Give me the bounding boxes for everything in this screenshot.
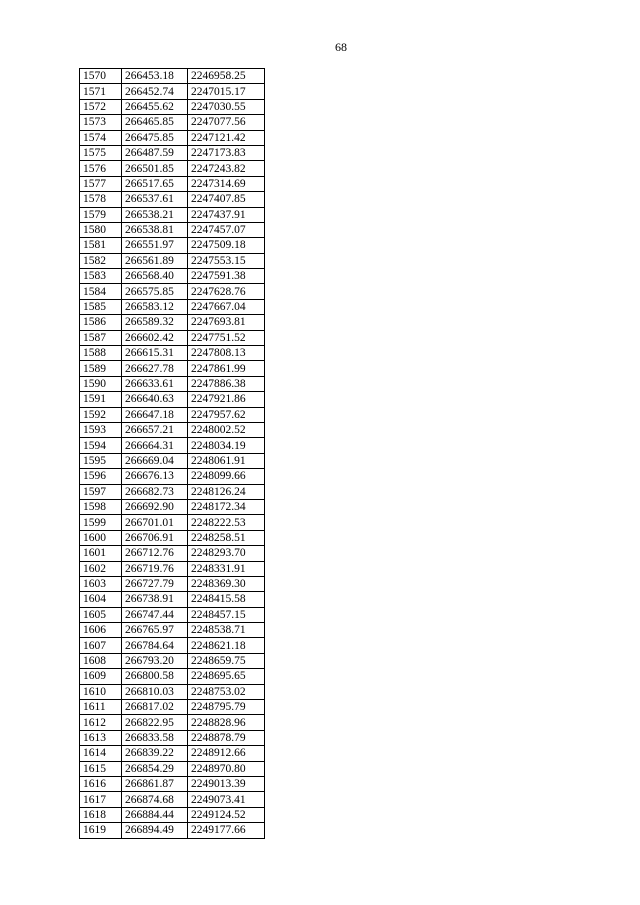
x-coordinate-cell: 266583.12 (122, 299, 188, 314)
x-coordinate-cell: 266487.59 (122, 145, 188, 160)
point-number-cell: 1613 (80, 730, 122, 745)
y-coordinate-cell: 2248258.51 (188, 530, 265, 545)
y-coordinate-cell: 2248172.34 (188, 499, 265, 514)
point-number-cell: 1614 (80, 746, 122, 761)
y-coordinate-cell: 2248828.96 (188, 715, 265, 730)
y-coordinate-cell: 2247921.86 (188, 392, 265, 407)
point-number-cell: 1583 (80, 269, 122, 284)
x-coordinate-cell: 266765.97 (122, 623, 188, 638)
x-coordinate-cell: 266712.76 (122, 546, 188, 561)
y-coordinate-cell: 2248878.79 (188, 730, 265, 745)
y-coordinate-cell: 2248621.18 (188, 638, 265, 653)
point-number-cell: 1600 (80, 530, 122, 545)
y-coordinate-cell: 2248795.79 (188, 700, 265, 715)
y-coordinate-cell: 2248457.15 (188, 607, 265, 622)
point-number-cell: 1582 (80, 253, 122, 268)
point-number-cell: 1608 (80, 653, 122, 668)
x-coordinate-cell: 266517.65 (122, 176, 188, 191)
point-number-cell: 1617 (80, 792, 122, 807)
point-number-cell: 1593 (80, 422, 122, 437)
table-row (80, 99, 265, 114)
y-coordinate-cell: 2248331.91 (188, 561, 265, 576)
point-number-cell: 1574 (80, 130, 122, 145)
x-coordinate-cell: 266589.32 (122, 315, 188, 330)
point-number-cell: 1605 (80, 607, 122, 622)
y-coordinate-cell: 2247077.56 (188, 115, 265, 130)
x-coordinate-cell: 266810.03 (122, 684, 188, 699)
y-coordinate-cell: 2247667.04 (188, 299, 265, 314)
y-coordinate-cell: 2247457.07 (188, 222, 265, 237)
x-coordinate-cell: 266568.40 (122, 269, 188, 284)
table-row (80, 407, 265, 422)
x-coordinate-cell: 266538.21 (122, 207, 188, 222)
x-coordinate-cell: 266537.61 (122, 192, 188, 207)
y-coordinate-cell: 2248970.80 (188, 761, 265, 776)
x-coordinate-cell: 266839.22 (122, 746, 188, 761)
x-coordinate-cell: 266501.85 (122, 161, 188, 176)
table-row (80, 238, 265, 253)
table-row (80, 607, 265, 622)
point-number-cell: 1612 (80, 715, 122, 730)
y-coordinate-cell: 2248695.65 (188, 669, 265, 684)
x-coordinate-cell: 266664.31 (122, 438, 188, 453)
table-row (80, 730, 265, 745)
x-coordinate-cell: 266602.42 (122, 330, 188, 345)
point-number-cell: 1584 (80, 284, 122, 299)
x-coordinate-cell: 266727.79 (122, 576, 188, 591)
y-coordinate-cell: 2248034.19 (188, 438, 265, 453)
y-coordinate-cell: 2249177.66 (188, 823, 265, 838)
x-coordinate-cell: 266747.44 (122, 607, 188, 622)
table-row (80, 561, 265, 576)
table-row (80, 315, 265, 330)
y-coordinate-cell: 2247886.38 (188, 376, 265, 391)
table-row (80, 761, 265, 776)
x-coordinate-cell: 266854.29 (122, 761, 188, 776)
x-coordinate-cell: 266676.13 (122, 469, 188, 484)
x-coordinate-cell: 266884.44 (122, 807, 188, 822)
x-coordinate-cell: 266455.62 (122, 99, 188, 114)
point-number-cell: 1580 (80, 222, 122, 237)
y-coordinate-cell: 2247015.17 (188, 84, 265, 99)
point-number-cell: 1581 (80, 238, 122, 253)
x-coordinate-cell: 266657.21 (122, 422, 188, 437)
table-row (80, 776, 265, 791)
table-row (80, 823, 265, 838)
point-number-cell: 1618 (80, 807, 122, 822)
point-number-cell: 1571 (80, 84, 122, 99)
point-number-cell: 1589 (80, 361, 122, 376)
x-coordinate-cell: 266701.01 (122, 515, 188, 530)
table-row (80, 438, 265, 453)
y-coordinate-cell: 2247243.82 (188, 161, 265, 176)
point-number-cell: 1578 (80, 192, 122, 207)
point-number-cell: 1606 (80, 623, 122, 638)
y-coordinate-cell: 2247173.83 (188, 145, 265, 160)
y-coordinate-cell: 2247628.76 (188, 284, 265, 299)
point-number-cell: 1573 (80, 115, 122, 130)
x-coordinate-cell: 266706.91 (122, 530, 188, 545)
table-row (80, 69, 265, 84)
x-coordinate-cell: 266640.63 (122, 392, 188, 407)
x-coordinate-cell: 266738.91 (122, 592, 188, 607)
y-coordinate-cell: 2248753.02 (188, 684, 265, 699)
table-row (80, 346, 265, 361)
point-number-cell: 1575 (80, 145, 122, 160)
table-row (80, 515, 265, 530)
x-coordinate-cell: 266800.58 (122, 669, 188, 684)
point-number-cell: 1619 (80, 823, 122, 838)
y-coordinate-cell: 2246958.25 (188, 69, 265, 84)
x-coordinate-cell: 266817.02 (122, 700, 188, 715)
point-number-cell: 1610 (80, 684, 122, 699)
point-number-cell: 1602 (80, 561, 122, 576)
x-coordinate-cell: 266627.78 (122, 361, 188, 376)
point-number-cell: 1599 (80, 515, 122, 530)
x-coordinate-cell: 266833.58 (122, 730, 188, 745)
x-coordinate-cell: 266452.74 (122, 84, 188, 99)
table-row (80, 115, 265, 130)
table-row (80, 253, 265, 268)
x-coordinate-cell: 266615.31 (122, 346, 188, 361)
x-coordinate-cell: 266561.89 (122, 253, 188, 268)
point-number-cell: 1604 (80, 592, 122, 607)
x-coordinate-cell: 266475.85 (122, 130, 188, 145)
point-number-cell: 1591 (80, 392, 122, 407)
point-number-cell: 1611 (80, 700, 122, 715)
table-row (80, 576, 265, 591)
y-coordinate-cell: 2247030.55 (188, 99, 265, 114)
table-row (80, 222, 265, 237)
point-number-cell: 1615 (80, 761, 122, 776)
table-row (80, 130, 265, 145)
y-coordinate-cell: 2248293.70 (188, 546, 265, 561)
table-row (80, 299, 265, 314)
table-row (80, 684, 265, 699)
point-number-cell: 1588 (80, 346, 122, 361)
y-coordinate-cell: 2248222.53 (188, 515, 265, 530)
table-row (80, 792, 265, 807)
x-coordinate-cell: 266575.85 (122, 284, 188, 299)
y-coordinate-cell: 2248099.66 (188, 469, 265, 484)
table-row (80, 807, 265, 822)
point-number-cell: 1598 (80, 499, 122, 514)
table-row (80, 269, 265, 284)
table-row (80, 746, 265, 761)
coordinates-table (79, 68, 265, 839)
coordinates-table-body (80, 69, 265, 839)
point-number-cell: 1586 (80, 315, 122, 330)
table-row (80, 161, 265, 176)
y-coordinate-cell: 2248538.71 (188, 623, 265, 638)
point-number-cell: 1596 (80, 469, 122, 484)
y-coordinate-cell: 2249124.52 (188, 807, 265, 822)
x-coordinate-cell: 266453.18 (122, 69, 188, 84)
y-coordinate-cell: 2247314.69 (188, 176, 265, 191)
point-number-cell: 1597 (80, 484, 122, 499)
y-coordinate-cell: 2247437.91 (188, 207, 265, 222)
x-coordinate-cell: 266861.87 (122, 776, 188, 791)
point-number-cell: 1572 (80, 99, 122, 114)
table-row (80, 145, 265, 160)
table-row (80, 530, 265, 545)
point-number-cell: 1609 (80, 669, 122, 684)
point-number-cell: 1601 (80, 546, 122, 561)
y-coordinate-cell: 2248369.30 (188, 576, 265, 591)
table-row (80, 484, 265, 499)
x-coordinate-cell: 266784.64 (122, 638, 188, 653)
x-coordinate-cell: 266874.68 (122, 792, 188, 807)
x-coordinate-cell: 266692.90 (122, 499, 188, 514)
table-row (80, 207, 265, 222)
table-row (80, 453, 265, 468)
y-coordinate-cell: 2247509.18 (188, 238, 265, 253)
y-coordinate-cell: 2247693.81 (188, 315, 265, 330)
table-row (80, 546, 265, 561)
y-coordinate-cell: 2247553.15 (188, 253, 265, 268)
y-coordinate-cell: 2247808.13 (188, 346, 265, 361)
x-coordinate-cell: 266669.04 (122, 453, 188, 468)
y-coordinate-cell: 2249073.41 (188, 792, 265, 807)
y-coordinate-cell: 2248659.75 (188, 653, 265, 668)
table-row (80, 715, 265, 730)
x-coordinate-cell: 266793.20 (122, 653, 188, 668)
point-number-cell: 1616 (80, 776, 122, 791)
x-coordinate-cell: 266647.18 (122, 407, 188, 422)
point-number-cell: 1570 (80, 69, 122, 84)
y-coordinate-cell: 2247591.38 (188, 269, 265, 284)
table-row (80, 469, 265, 484)
y-coordinate-cell: 2248415.58 (188, 592, 265, 607)
point-number-cell: 1603 (80, 576, 122, 591)
table-row (80, 392, 265, 407)
point-number-cell: 1577 (80, 176, 122, 191)
y-coordinate-cell: 2248061.91 (188, 453, 265, 468)
table-row (80, 192, 265, 207)
y-coordinate-cell: 2247957.62 (188, 407, 265, 422)
y-coordinate-cell: 2247751.52 (188, 330, 265, 345)
table-row (80, 653, 265, 668)
table-row (80, 284, 265, 299)
table-row (80, 623, 265, 638)
table-row (80, 376, 265, 391)
point-number-cell: 1579 (80, 207, 122, 222)
point-number-cell: 1576 (80, 161, 122, 176)
x-coordinate-cell: 266538.81 (122, 222, 188, 237)
x-coordinate-cell: 266551.97 (122, 238, 188, 253)
y-coordinate-cell: 2247861.99 (188, 361, 265, 376)
y-coordinate-cell: 2247121.42 (188, 130, 265, 145)
table-row (80, 84, 265, 99)
point-number-cell: 1587 (80, 330, 122, 345)
y-coordinate-cell: 2249013.39 (188, 776, 265, 791)
table-row (80, 330, 265, 345)
page-number: 68 (335, 40, 347, 54)
table-row (80, 176, 265, 191)
y-coordinate-cell: 2247407.85 (188, 192, 265, 207)
y-coordinate-cell: 2248002.52 (188, 422, 265, 437)
table-row (80, 669, 265, 684)
y-coordinate-cell: 2248126.24 (188, 484, 265, 499)
x-coordinate-cell: 266719.76 (122, 561, 188, 576)
x-coordinate-cell: 266682.73 (122, 484, 188, 499)
table-row (80, 700, 265, 715)
table-row (80, 592, 265, 607)
table-row (80, 638, 265, 653)
x-coordinate-cell: 266894.49 (122, 823, 188, 838)
x-coordinate-cell: 266633.61 (122, 376, 188, 391)
point-number-cell: 1607 (80, 638, 122, 653)
x-coordinate-cell: 266822.95 (122, 715, 188, 730)
point-number-cell: 1590 (80, 376, 122, 391)
table-row (80, 422, 265, 437)
point-number-cell: 1594 (80, 438, 122, 453)
point-number-cell: 1595 (80, 453, 122, 468)
point-number-cell: 1585 (80, 299, 122, 314)
y-coordinate-cell: 2248912.66 (188, 746, 265, 761)
x-coordinate-cell: 266465.85 (122, 115, 188, 130)
point-number-cell: 1592 (80, 407, 122, 422)
table-row (80, 361, 265, 376)
table-row (80, 499, 265, 514)
